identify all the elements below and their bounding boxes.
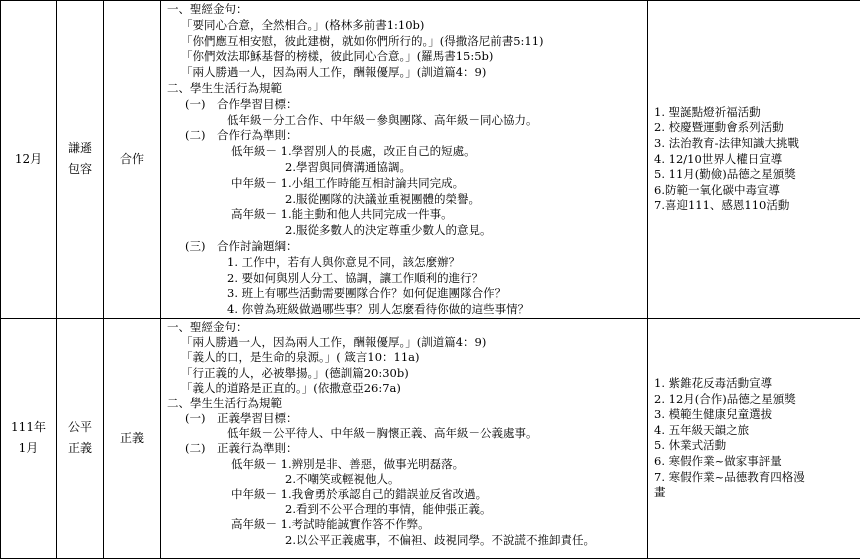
content-line: 二、學生生活行為規範 [167, 396, 647, 411]
content-line: 「兩人勝過一人，因為兩人工作，酬報優厚。」(訓道篇4：9) [167, 335, 647, 350]
table-row-december [1, 1, 860, 319]
theme-cell [104, 1, 161, 319]
content-line: (一) 正義學習目標： [167, 411, 647, 426]
theme-cell [104, 318, 161, 558]
virtue-cell [57, 1, 104, 319]
virtue-line: 正義 [57, 438, 103, 459]
content-line: (一) 合作學習目標： [167, 97, 647, 113]
content-line: 二、學生生活行為規範 [167, 81, 647, 97]
month-cell [1, 1, 57, 319]
activity-item: 5. 11月(勤儉)品德之星頒獎 [654, 167, 860, 183]
content-line: 「義人的道路是正直的。」(依撒意亞26:7a) [167, 381, 647, 396]
content-line: 「義人的口，是生命的泉源。」( 箴言10：11a) [167, 350, 647, 365]
activities-cell [648, 318, 860, 558]
content-line: (二) 正義行為準則： [167, 441, 647, 456]
content-line: 低年級－ 1.學習別人的長處，改正自己的短處。 [167, 144, 647, 160]
virtue-cell [57, 318, 104, 558]
content-line: 一、聖經金句： [167, 320, 647, 335]
activity-item: 2. 12月(合作)品德之星頒獎 [654, 392, 860, 408]
activity-item: 4. 五年級天韻之旅 [654, 423, 860, 439]
virtue-line: 謙遜 [57, 138, 103, 159]
content-line: 3. 班上有哪些活動需要團隊合作？如何促進團隊合作？ [167, 286, 647, 302]
month-cell [1, 318, 57, 558]
content-line: 「你們應互相安慰，彼此建樹，就如你們所行的。」(得撒洛尼前書5:11) [167, 34, 647, 50]
activities-cell [648, 1, 860, 319]
activity-item: 畫 [654, 485, 860, 501]
theme-label: 正義 [120, 431, 144, 445]
month-label: 12月 [15, 152, 42, 166]
content-line: 「行正義的人，必被舉揚。」(德訓篇20:30b) [167, 366, 647, 381]
activities-list [648, 376, 860, 501]
activity-item: 4. 12/10世界人權日宣導 [654, 152, 860, 168]
content-line: 「你們效法耶穌基督的榜樣，彼此同心合意。」(羅馬書15:5b) [167, 49, 647, 65]
content-cell [161, 1, 648, 319]
content-cell [161, 318, 648, 558]
content-line: 2.不嘲笑或輕視他人。 [167, 472, 647, 487]
content-lines [161, 1, 647, 318]
content-line: 2.服從團隊的決議並重視團體的榮譽。 [167, 192, 647, 208]
activity-item: 7. 寒假作業~品德教育四格漫 [654, 470, 860, 486]
content-lines [161, 319, 647, 548]
content-line: (二) 合作行為準則： [167, 128, 647, 144]
content-line: 高年級－ 1.能主動和他人共同完成一件事。 [167, 207, 647, 223]
activities-list [648, 105, 860, 214]
content-line: 低年級－分工合作、中年級－參與團隊、高年級－同心協力。 [167, 113, 647, 129]
activity-item: 6.防範一氧化碳中毒宣導 [654, 183, 860, 199]
content-line: 高年級－ 1.考試時能誠實作答不作弊。 [167, 517, 647, 532]
activity-item: 2. 校慶暨運動會系列活動 [654, 120, 860, 136]
content-line: 2. 要如何與別人分工、協調，讓工作順利的進行？ [167, 271, 647, 287]
content-line: 一、聖經金句： [167, 2, 647, 18]
activity-item: 1. 紫錐花反毒活動宣導 [654, 376, 860, 392]
activity-item: 5. 休業式活動 [654, 438, 860, 454]
content-line: 1. 工作中，若有人與你意見不同，該怎麼辦？ [167, 255, 647, 271]
content-line: 低年級－ 1.辨別是非、善惡，做事光明磊落。 [167, 457, 647, 472]
content-line: 低年級－公平待人、中年級－胸懷正義、高年級－公義處事。 [167, 426, 647, 441]
virtue-line: 公平 [57, 417, 103, 438]
month-line: 1月 [1, 438, 56, 459]
content-line: 「要同心合意，全然相合。」(格林多前書1:10b) [167, 18, 647, 34]
content-line: 4. 你曾為班級做過哪些事？別人怎麼看待你做的這些事情？ [167, 302, 647, 318]
content-line: 中年級－ 1.我會勇於承認自己的錯誤並反省改過。 [167, 487, 647, 502]
month-line: 111年 [1, 417, 56, 438]
activity-item: 3. 模範生健康兒童選拔 [654, 407, 860, 423]
activity-item: 1. 聖誕點燈祈福活動 [654, 105, 860, 121]
content-line: (三) 合作討論題綱： [167, 239, 647, 255]
theme-label: 合作 [120, 152, 144, 166]
table-row-january [1, 318, 860, 558]
activity-item: 3. 法治教育-法律知識大挑戰 [654, 136, 860, 152]
content-line: 2.學習與同儕溝通協調。 [167, 160, 647, 176]
activity-item: 6. 寒假作業~做家事評量 [654, 454, 860, 470]
content-line: 2.服從多數人的決定尊重少數人的意見。 [167, 223, 647, 239]
content-line: 2.以公平正義處事，不偏袒、歧視同學。不說謊不推卸責任。 [167, 533, 647, 548]
content-line: 2.看到不公平合理的事情，能伸張正義。 [167, 502, 647, 517]
virtue-line: 包容 [57, 159, 103, 180]
content-line: 「兩人勝過一人，因為兩人工作，酬報優厚。」(訓道篇4：9) [167, 65, 647, 81]
activity-item: 7.喜迎111、感恩110活動 [654, 198, 860, 214]
content-line: 中年級－ 1.小組工作時能互相討論共同完成。 [167, 176, 647, 192]
